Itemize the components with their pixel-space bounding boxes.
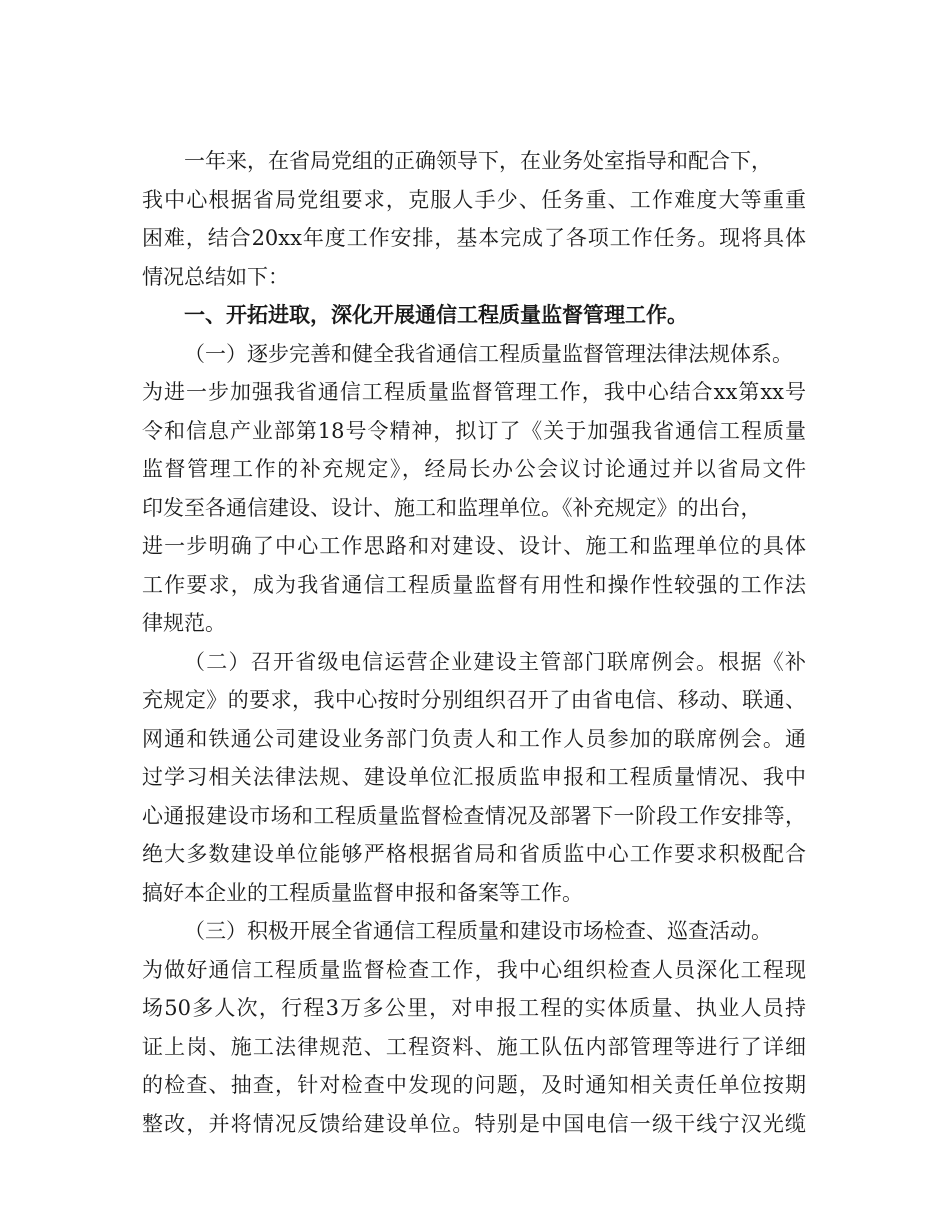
intro-line-3: 困难，结合20xx年度工作安排，基本完成了各项工作任务。现将具体 [142,226,806,250]
subsection-2-line: 绝大多数建设单位能够严格根据省局和省质监中心工作要求积极配合 [142,842,806,866]
intro-line-1: 一年来，在省局党组的正确领导下，在业务处室指导和配合下， [184,149,772,173]
subsection-1-line: 律规范。 [142,611,226,635]
subsection-3-line: 为做好通信工程质量监督检查工作，我中心组织检查人员深化工程现 [142,957,806,982]
subsection-1-line: 工作要求，成为我省通信工程质量监督有用性和操作性较强的工作法 [142,572,806,597]
subsection-2-line: 网通和铁通公司建设业务部门负责人和工作人员参加的联席例会。通 [142,726,806,751]
intro-line-2: 我中心根据省局党组要求，克服人手少、任务重、工作难度大等重重 [142,187,806,212]
subsection-3-title: （三）积极开展全省通信工程质量和建设市场检查、巡查活动。 [184,919,772,943]
subsection-3-line: 证上岗、施工法律规范、工程资料、施工队伍内部管理等进行了详细 [142,1034,806,1059]
subsection-2-line: 充规定》的要求，我中心按时分别组织召开了由省电信、移动、联通、 [142,688,806,712]
subsection-2-line: 过学习相关法律法规、建设单位汇报质监申报和工程质量情况、我中 [142,765,806,789]
subsection-3-line: 整改，并将情况反馈给建设单位。特别是中国电信一级干线宁汉光缆 [142,1111,806,1136]
subsection-1-line: 进一步明确了中心工作思路和对建设、设计、施工和监理单位的具体 [142,534,806,558]
subsection-1-line: 令和信息产业部第18号令精神，拟订了《关于加强我省通信工程质量 [142,418,806,443]
document-body [142,142,806,1143]
subsection-1-line: 监督管理工作的补充规定》，经局长办公会议讨论通过并以省局文件 [142,457,806,481]
subsection-3-line: 场50多人次，行程3万多公里，对申报工程的实体质量、执业人员持 [142,996,806,1020]
subsection-1-title: （一）逐步完善和健全我省通信工程质量监督管理法律法规体系。 [184,341,793,366]
section-heading-1: 一、开拓进取，深化开展通信工程质量监督管理工作。 [184,302,688,327]
intro-line-4: 情况总结如下： [142,264,289,289]
subsection-2-title: （二）召开省级电信运营企业建设主管部门联席例会。根据《补 [184,649,806,674]
subsection-2-line: 心通报建设市场和工程质量监督检查情况及部署下一阶段工作安排等， [142,803,806,828]
subsection-3-line: 的检查、抽查，针对检查中发现的问题，及时通知相关责任单位按期 [142,1073,806,1097]
subsection-1-line: 印发至各通信建设、设计、施工和监理单位。《补充规定》的出台， [142,495,762,520]
subsection-1-line: 为进一步加强我省通信工程质量监督管理工作，我中心结合xx第xx号 [142,380,806,404]
subsection-2-line: 搞好本企业的工程质量监督申报和备案等工作。 [142,880,583,905]
